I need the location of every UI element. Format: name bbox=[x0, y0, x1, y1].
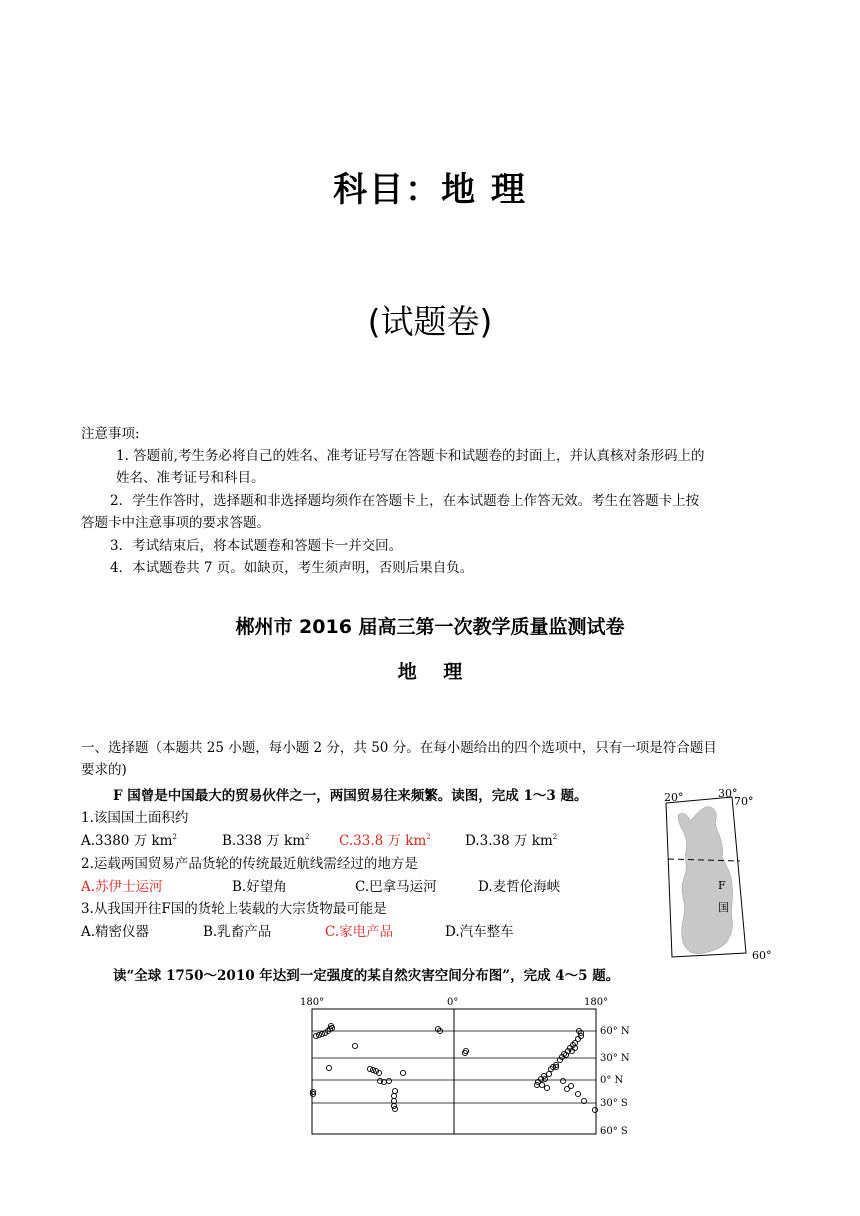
hazard-point bbox=[392, 1106, 397, 1111]
hazard-point bbox=[391, 1093, 396, 1098]
label-lat-60s: 60° S bbox=[600, 1126, 628, 1137]
notice-item-2: 2．学生作答时，选择题和非选择题均须作在答题卡上，在本试题卷上作答无效。考生在答题卡上按 bbox=[110, 493, 700, 509]
hazard-point bbox=[326, 1065, 331, 1070]
hazard-point bbox=[546, 1071, 551, 1076]
label-lon-right: 180° bbox=[584, 997, 609, 1008]
notice-item-4: 4．本试题卷共 7 页。如缺页，考生须声明，否则后果自负。 bbox=[110, 560, 474, 576]
section-heading: 一、选择题（本题共 25 小题，每小题 2 分，共 50 分。在每小题给出的四个选项中，只有一项是符合题目 bbox=[81, 740, 717, 756]
q3-option-b: B.乳畜产品 bbox=[203, 924, 272, 940]
label-country-word: 国 bbox=[718, 901, 729, 914]
hazard-point bbox=[560, 1078, 565, 1083]
q3-option-a: A.精密仪器 bbox=[81, 924, 150, 940]
notice-item-3: 3．考试结束后，将本试题卷和答题卡一并交回。 bbox=[110, 538, 403, 554]
country-f-map bbox=[660, 785, 785, 970]
hazard-point bbox=[541, 1073, 546, 1078]
cover-volume: (试题卷) bbox=[367, 302, 493, 341]
hazard-point bbox=[568, 1083, 573, 1088]
q2-option-a: A.苏伊士运河 bbox=[81, 879, 163, 895]
hazard-point bbox=[592, 1107, 597, 1112]
section-heading-cont: 要求的) bbox=[81, 762, 127, 778]
hazard-point bbox=[316, 1032, 321, 1037]
q3-stem: 3.从我国开往F国的货轮上装载的大宗货物最可能是 bbox=[81, 901, 387, 917]
q2-option-b: B.好望角 bbox=[232, 879, 287, 895]
exam-title: 郴州市 2016 届高三第一次教学质量监测试卷 bbox=[235, 616, 625, 638]
hazard-point bbox=[392, 1088, 397, 1093]
hazard-point bbox=[391, 1103, 396, 1108]
q1-stem: 1.该国国土面积约 bbox=[81, 810, 189, 826]
label-lon-30: 30° bbox=[718, 787, 738, 800]
hazard-point bbox=[386, 1078, 391, 1083]
notice-heading: 注意事项: bbox=[81, 426, 140, 442]
label-lat-30n: 30° N bbox=[600, 1053, 630, 1064]
q1-option-c: C.33.8 万 $km^2$ bbox=[339, 833, 431, 849]
label-lon-20: 20° bbox=[664, 791, 684, 804]
hazard-point bbox=[544, 1085, 549, 1090]
hazard-point bbox=[575, 1036, 580, 1041]
label-lon-mid: 0° bbox=[447, 997, 459, 1008]
hazard-point bbox=[352, 1043, 357, 1048]
q1-option-a: A.3380 万 $km^2$ bbox=[81, 833, 177, 849]
intro-questions-1-3: F 国曾是中国最大的贸易伙伴之一，两国贸易往来频繁。读图，完成 1～3 题。 bbox=[113, 788, 588, 804]
hazard-point bbox=[534, 1082, 539, 1087]
hazard-point bbox=[400, 1070, 405, 1075]
q1-option-d: D.3.38 万 $km^2$ bbox=[465, 833, 558, 849]
world-hazard-map bbox=[295, 993, 640, 1143]
label-lat-0: 0° N bbox=[600, 1075, 624, 1086]
notice-item-2-cont: 答题卡中注意事项的要求答题。 bbox=[81, 515, 270, 531]
notice-item-1-cont: 姓名、准考证号和科目。 bbox=[116, 470, 265, 486]
label-lon-left: 180° bbox=[300, 997, 325, 1008]
q2-option-d: D.麦哲伦海峡 bbox=[478, 879, 561, 895]
notice-item-1: 1. 答题前,考生务必将自己的姓名、准考证号写在答题卡和试题卷的封面上，并认真核对条形码上的 bbox=[116, 448, 705, 464]
intro-questions-4-5: 读“全球 1750～2010 年达到一定强度的某自然灾害空间分布图”，完成 4～5 题。 bbox=[113, 968, 620, 984]
q2-stem: 2.运载两国贸易产品货轮的传统最近航线需经过的地方是 bbox=[81, 856, 418, 872]
label-lat-70: 70° bbox=[734, 795, 754, 808]
q1-option-b: B.338 万 $km^2$ bbox=[222, 833, 310, 849]
q3-option-d: D.汽车整车 bbox=[445, 924, 514, 940]
hazard-point bbox=[575, 1091, 580, 1096]
q2-option-c: C.巴拿马运河 bbox=[355, 879, 437, 895]
label-lat-60: 60° bbox=[752, 949, 772, 962]
label-lat-30s: 30° S bbox=[600, 1098, 628, 1109]
cover-subject: 科目：地 理 bbox=[333, 170, 527, 210]
exam-subject: 地 理 bbox=[397, 661, 463, 683]
label-country-letter: F bbox=[718, 879, 726, 892]
hazard-point bbox=[319, 1031, 324, 1036]
label-lat-60n: 60° N bbox=[600, 1026, 630, 1037]
q3-option-c: C.家电产品 bbox=[325, 924, 394, 940]
hazard-point bbox=[367, 1066, 372, 1071]
hazard-point bbox=[313, 1033, 318, 1038]
hazard-point bbox=[370, 1067, 375, 1072]
